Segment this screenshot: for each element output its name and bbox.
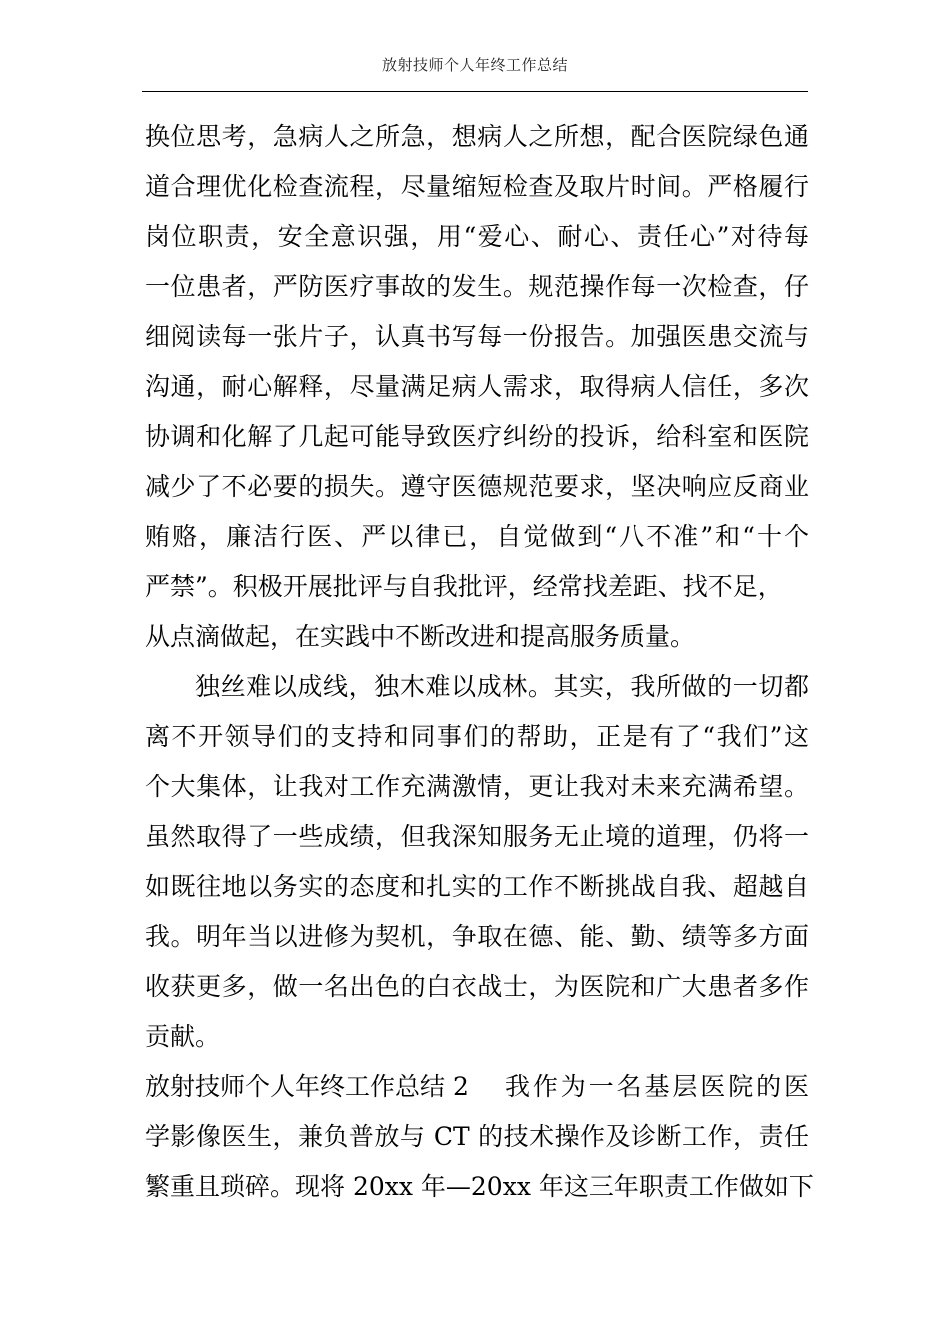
text-line: 减少了不必要的损失。遵守医德规范要求，坚决响应反商业: [145, 472, 809, 501]
text-line: 岗位职责，安全意识强，用“爱心、耐心、责任心”对待每: [145, 222, 809, 251]
text-line: 学影像医生，兼负普放与 CT 的技术操作及诊断工作，责任: [145, 1122, 809, 1151]
document-body: [145, 112, 814, 1212]
text-line: 协调和化解了几起可能导致医疗纠纷的投诉，给科室和医院: [145, 422, 809, 451]
text-line: 细阅读每一张片子，认真书写每一份报告。加强医患交流与: [145, 322, 809, 351]
text-line: 换位思考，急病人之所急，想病人之所想，配合医院绿色通: [145, 122, 809, 151]
section-2: [145, 1062, 814, 1212]
text-line: 贿赂，廉洁行医、严以律已，自觉做到“八不准”和“十个: [145, 522, 809, 551]
text-line: 道合理优化检查流程，尽量缩短检查及取片时间。严格履行: [145, 172, 809, 201]
paragraph-2: [145, 662, 809, 1062]
text-line: 贡献。: [145, 1022, 221, 1051]
text-line: 繁重且琐碎。现将 20xx 年—20xx 年这三年职责工作做如下: [145, 1172, 814, 1201]
text-line: 收获更多，做一名出色的白衣战士，为医院和广大患者多作: [145, 972, 809, 1001]
text-line: 一位患者，严防医疗事故的发生。规范操作每一次检查，仔: [145, 272, 809, 301]
section-2-first-line: [145, 1062, 809, 1112]
text-line: 如既往地以务实的态度和扎实的工作不断挑战自我、超越自: [145, 872, 809, 901]
text-line: 从点滴做起，在实践中不断改进和提高服务质量。: [145, 622, 696, 651]
text-line: 个大集体，让我对工作充满激情，更让我对未来充满希望。: [145, 772, 809, 801]
text-line: 虽然取得了一些成绩，但我深知服务无止境的道理，仍将一: [145, 822, 809, 851]
text-line: 沟通，耐心解释，尽量满足病人需求，取得病人信任，多次: [145, 372, 809, 401]
paragraph-1: [145, 112, 809, 662]
text-line: 离不开领导们的支持和同事们的帮助，正是有了“我们”这: [145, 722, 809, 751]
text-line: 独丝难以成线，独木难以成林。其实，我所做的一切都: [195, 672, 809, 701]
text-line: 我。明年当以进修为契机，争取在德、能、勤、绩等多方面: [145, 922, 809, 951]
text-line: 严禁”。积极开展批评与自我批评，经常找差距、找不足，: [145, 572, 783, 601]
text-line: 我作为一名基层医院的医: [505, 1072, 809, 1101]
section-2-title: 放射技师个人年终工作总结 2: [145, 1072, 469, 1101]
header-divider: [142, 91, 808, 92]
page-header-title: 放射技师个人年终工作总结: [381, 56, 568, 74]
